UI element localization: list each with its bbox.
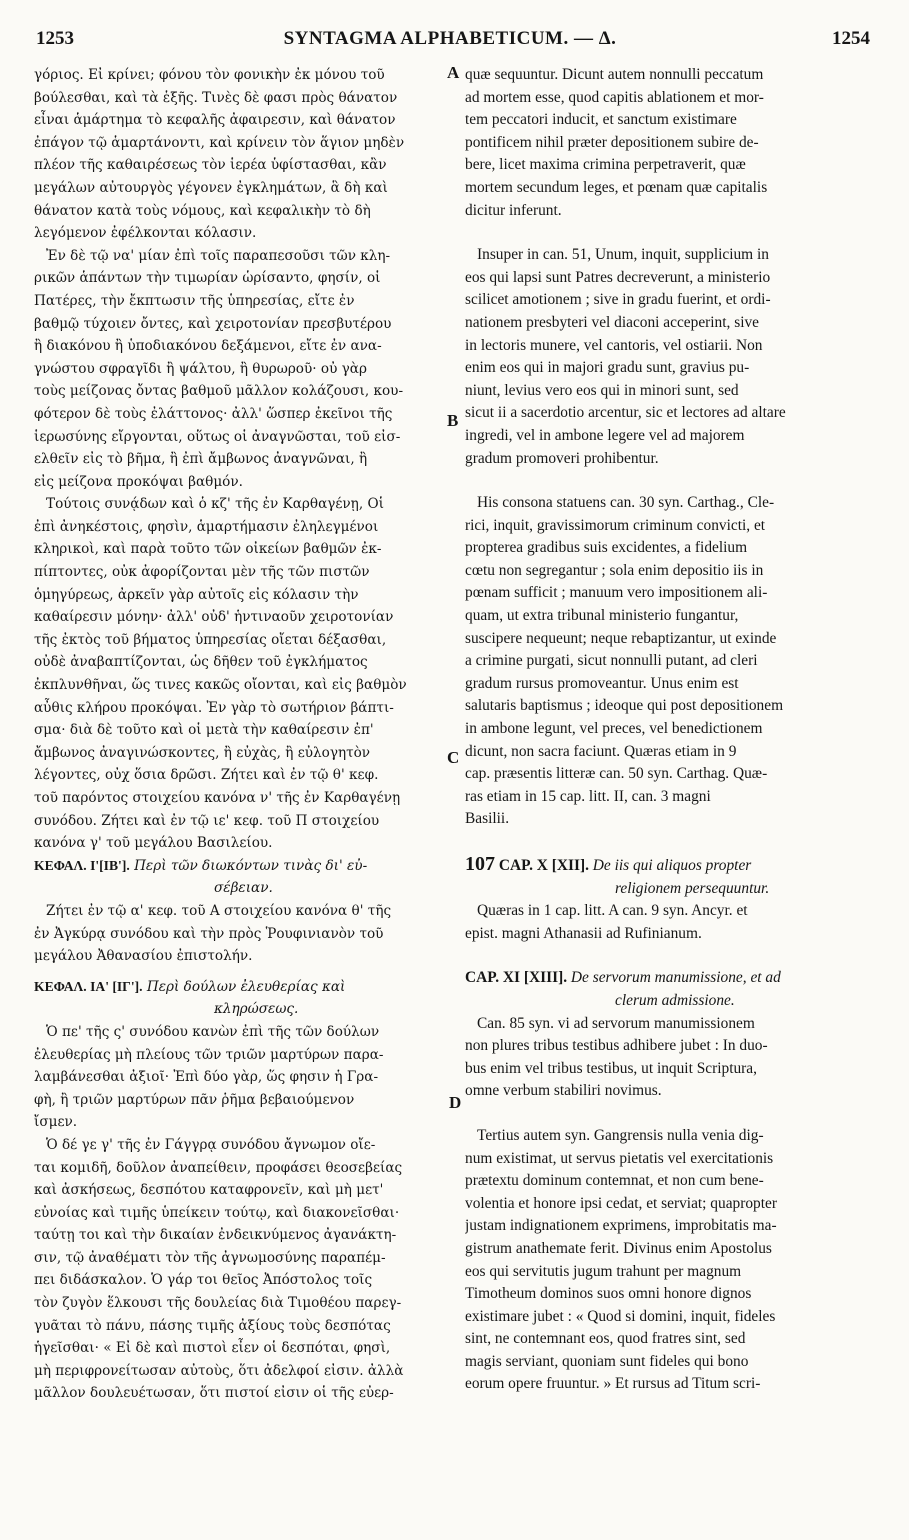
- text-line: omne verbum stabiliri novimus.: [465, 1082, 662, 1100]
- text-line: Ἐν δὲ τῷ να' μίαν ἐπὶ τοῖς παραπεσοῦσι τῶν κλη-: [46, 247, 391, 264]
- text-line: mortem secundum leges, et pœnam quæ capitalis: [465, 178, 768, 196]
- text-line: καὶ ἀσκήσεως, δεσπότου καταφρονεῖν, καὶ μὴ μετ': [34, 1182, 384, 1199]
- text-line: Timotheum dominos suos omni honore dignos: [465, 1285, 752, 1303]
- text-line: ἴσμεν.: [34, 1114, 78, 1131]
- text-line: θάνατον κατὰ τοὺς νόμους, καὶ κεφαλικὴν τὸ δὴ: [34, 202, 371, 219]
- text-line: λαμβάνεσθαι ἀξιοῖ· Ἐπὶ δύο γὰρ, ὥς φησιν ἡ Γρα-: [34, 1069, 379, 1086]
- text-line: cœtu non segregantur ; sola enim depositio iis in: [465, 561, 764, 579]
- text-line: in ambone legunt, vel preces, vel benedictionem: [465, 720, 763, 738]
- page-header: [30, 28, 870, 54]
- greek-paragraph-1: [34, 64, 444, 245]
- text-line: αὖθις κλήρου προκόψαι. Ἐν γὰρ τὸ σωτήριον βάπτι-: [34, 699, 394, 716]
- greek-paragraph-5: [34, 1021, 444, 1134]
- latin-paragraph-6: [465, 1125, 873, 1396]
- text-line: pœnam sufficit ; manuum vero impositionem ali-: [465, 584, 768, 602]
- text-line: Ὁ δέ γε γ' τῆς ἐν Γάγγρᾳ συνόδου ἄγνωμον οἴε-: [46, 1136, 376, 1153]
- greek-paragraph-6: [34, 1134, 444, 1405]
- text-line: bere, licet maxima crimina perpetraverit, quæ: [465, 156, 746, 174]
- text-line: μεγάλου Ἀθανασίου ἐπιστολήν.: [34, 948, 253, 965]
- greek-paragraph-3: [34, 493, 444, 855]
- text-line: quæ sequuntur. Dicunt autem nonnulli peccatum: [465, 66, 764, 83]
- heading-line: [465, 853, 873, 878]
- text-line: ingredi, vel in ambone legere vel ad majorem: [465, 426, 745, 444]
- text-line: in lectoris munere, vel cantoris, vel ostiarii. Non: [465, 336, 763, 354]
- text-line: non plures tribus testibus adhibere jubet : In duo-: [465, 1037, 768, 1055]
- latin-paragraph-2: [465, 244, 873, 470]
- text-line: suscipere nequeunt; neque rebaptizantur, ut exinde: [465, 629, 777, 647]
- text-line: εἰς μείζονα προκόψαι βαθμόν.: [34, 473, 243, 490]
- text-line: ἐλευθερίας μὴ πλείους τῶν τριῶν μαρτύρων παρα-: [34, 1046, 384, 1063]
- text-line: ταύτῃ τοι καὶ τὴν δικαίαν ἐνδεικνύμενος ἀγανάκτη-: [34, 1227, 397, 1244]
- text-line: justam indignationem exprimens, improbitatis ma-: [465, 1217, 777, 1235]
- text-line: eos qui lapsi sunt Patres decreverunt, a ministerio: [465, 268, 771, 286]
- text-line: magis serviant, quoniam sunt fideles qui bono: [465, 1352, 749, 1370]
- text-line: ἡγεῖσθαι· « Εἰ δὲ καὶ πιστοὶ εἶεν οἱ δεσπόται, φησὶ,: [34, 1340, 391, 1357]
- text-line: nationem presbyteri vel diaconi acceperint, sive: [465, 313, 760, 331]
- text-line: μεγάλων αὐτουργὸς γέγονεν ἐγκλημάτων, ἃ δὴ καὶ: [34, 179, 388, 196]
- latin-paragraph-1: [465, 64, 873, 222]
- text-line: gradum promoveri prohibentur.: [465, 449, 659, 467]
- text-line: volentia et honore ipsi cedat, et serviat; quapropter: [465, 1194, 777, 1212]
- heading-line: [34, 855, 444, 878]
- text-line: pontificem nihil præter depositionem subire de-: [465, 133, 759, 151]
- text-line: πίπτοντες, οὐκ ἀφορίζονται μὲν τῆς τῶν πιστῶν: [34, 564, 370, 581]
- text-line: καθαίρεσιν μόνην· ἀλλ' οὐδ' ἡντιναοῦν χειροτονίαν: [34, 609, 394, 626]
- heading-line: [465, 967, 873, 990]
- text-line: Πατέρες, τὴν ἔκπτωσιν τῆς ὑπηρεσίας, εἴτε ἐν: [34, 292, 355, 309]
- text-line: ad mortem esse, quod capitis ablationem et mor-: [465, 88, 764, 106]
- text-line: βαθμῷ τύχοιεν ὄντες, καὶ χειροτονίαν πρεσβυτέρου: [34, 315, 392, 332]
- text-line: eorum opere fruuntur. » Et rursus ad Titum scri-: [465, 1375, 761, 1393]
- text-line: niunt, levius vero eos qui in minori sunt, sed: [465, 381, 739, 399]
- text-line: gistrum anathemate ferit. Divinus enim Apostolus: [465, 1239, 772, 1257]
- text-line: ται κομιδῆ, δοῦλον ἀναπείθειν, προφάσει θεοσεβείας: [34, 1159, 403, 1176]
- text-line: φότερον δὲ τοὺς ἐλάττονος· ἀλλ' ὥσπερ ἐκεῖνοι τῆς: [34, 405, 393, 422]
- chapter-label: ΚΕΦΑΛ. Ι'[ΙΒ'].: [34, 857, 130, 873]
- text-line: λέγοντες, οὐχ ὅσια δρῶσι. Ζήτει καὶ ἐν τῷ θ' κεφ.: [34, 767, 379, 784]
- latin-paragraph-5: [465, 1013, 873, 1103]
- latin-chapter-heading-12: [465, 853, 873, 900]
- text-line: num existimat, ut servus pietatis vel exercitationis: [465, 1149, 774, 1167]
- greek-chapter-heading-12: [34, 855, 444, 900]
- text-line: ἢ διακόνου ἢ ὑποδιακόνου δεξάμενοι, εἴτε ἐν ανα-: [34, 338, 382, 355]
- text-line: eos qui servitutis jugum trahunt per magnum: [465, 1262, 742, 1280]
- text-line: τὸν ζυγὸν ἕλκουσι τῆς δουλείας διὰ Τιμοθέου παρεγ-: [34, 1295, 402, 1312]
- text-line: Basilii.: [465, 810, 510, 828]
- margin-marker-a: A: [447, 63, 460, 82]
- text-line: quam, ut extra tribunal ministerio fungantur,: [465, 607, 739, 625]
- text-line: enim eos qui in majori gradu sunt, gravius pu-: [465, 359, 750, 377]
- text-line: Ὁ πε' τῆς ς' συνόδου κανὼν ἐπὶ τῆς τῶν δούλων: [46, 1023, 380, 1040]
- text-line: ρικῶν ἁπάντων τὴν τιμωρίαν ὡρίσαντο, φησίν, οἱ: [34, 270, 381, 287]
- text-line: sicut ii a sacerdotio arcentur, sic et lectores ad altare: [465, 404, 786, 422]
- text-line: φὴ, ἢ τριῶν μαρτύρων πᾶν ῥῆμα βεβαιούμενον: [34, 1091, 355, 1108]
- text-line: ὁμηγύρεως, ἀρκεῖν γὰρ αὐτοῖς εἰς κόλασιν τὴν: [34, 586, 359, 603]
- text-line: salutaris baptismus ; ideoque qui post depositionem: [465, 697, 784, 715]
- chapter-label: CAP. X [XII].: [498, 857, 589, 874]
- margin-marker-c: C: [447, 748, 460, 767]
- text-line: σμα· διὰ δὲ τοῦτο καὶ οἱ μετὰ τὴν καθαίρεσιν ἐπ': [34, 722, 374, 739]
- text-line: sint, ne contemnant eos, quod fratres sint, sed: [465, 1330, 746, 1348]
- text-line: existimare jubet : « Quod si domini, inquit, fideles: [465, 1307, 776, 1325]
- text-line: Quæras in 1 cap. litt. A can. 9 syn. Ancyr. et: [477, 902, 748, 920]
- text-line: epist. magni Athanasii ad Rufinianum.: [465, 924, 702, 942]
- text-line: τοῦ παρόντος στοιχείου κανόνα ν' τῆς ἐν Καρθαγένῃ: [34, 790, 401, 806]
- text-line: τοὺς μείζονας ὄντας βαθμοῦ μᾶλλον κολάζουσι, κου-: [34, 383, 404, 400]
- text-line: μᾶλλον δουλευέτωσαν, ὅτι πιστοί εἰσιν οἱ τῆς εὐερ-: [34, 1385, 394, 1402]
- text-line: Ζήτει ἐν τῷ α' κεφ. τοῦ Α στοιχείου κανόνα θ' τῆς: [46, 902, 392, 919]
- chapter-title-cont: clerum admissione.: [615, 991, 735, 1009]
- greek-paragraph-2: [34, 245, 444, 494]
- text-line: scilicet amotionem ; sive in gradu fuerint, et ordi-: [465, 291, 771, 309]
- text-line: μὴ περιφρονείτωσαν αὐτοὺς, ὅτι ἀδελφοί εἰσιν. ἀλλὰ: [34, 1362, 404, 1379]
- margin-marker-b: B: [447, 411, 459, 430]
- text-line: γυᾶται τὸ πάνυ, πάσης τιμῆς ἀξίους τοὺς δεσπότας: [34, 1317, 391, 1334]
- chapter-title-cont: σέβειαν.: [214, 880, 273, 897]
- text-line: πει διδάσκαλον. Ὁ γάρ τοι θεῖος Ἀπόστολος τοῖς: [34, 1272, 373, 1289]
- text-line: Insuper in can. 51, Unum, inquit, supplicium in: [477, 246, 769, 264]
- chapter-title: De iis qui aliquos propter: [592, 857, 752, 874]
- text-line: Tertius autem syn. Gangrensis nulla venia dig-: [477, 1126, 764, 1144]
- text-line: dicunt, non sacra faciunt. Quæras etiam in 9: [465, 742, 737, 760]
- right-page-number: 1254: [832, 28, 870, 49]
- chapter-title: De servorum manumissione, et ad: [570, 969, 781, 987]
- text-line: ἐπὶ ἀνηκέστοις, φησὶν, ἁμαρτήμασιν ἐληλεγμένοι: [34, 518, 379, 535]
- text-line: a crimine purgati, sicut nonnulli putant, ad cleri: [465, 652, 758, 670]
- text-line: ἐπάγον τῷ ἁμαρτάνοντι, καὶ κρίνειν τὸν ἅγιον μηδὲν: [34, 134, 405, 151]
- text-line: σιν, τῷ ἀναθέματι τὸν τῆς ἀγνωμοσύνης παραπέμ-: [34, 1249, 386, 1266]
- text-line: ἄμβωνος ἀναγινώσκοντες, ἢ εὐχὰς, ἢ εὐλογητὸν: [34, 744, 371, 761]
- chapter-title-cont: κληρώσεως.: [214, 1001, 299, 1018]
- text-line: λεγόμενον ἐφέλκονται κόλασιν.: [34, 225, 257, 242]
- text-line: Can. 85 syn. vi ad servorum manumissionem: [477, 1014, 755, 1032]
- text-line: gradum rursus promoveantur. Unus enim est: [465, 674, 739, 692]
- running-title: SYNTAGMA ALPHABETICUM. — Δ.: [283, 28, 617, 49]
- text-line: γόριος. Εἰ κρίνει; φόνου τὸν φονικὴν ἐκ μόνου τοῦ: [34, 67, 385, 83]
- text-line: τῆς ἐκτὸς τοῦ βήματος ὑπηρεσίας οἴεται δέξασθαι,: [34, 631, 387, 648]
- greek-paragraph-4: [34, 900, 444, 968]
- text-line: ras etiam in 15 cap. litt. II, can. 3 magni: [465, 787, 711, 805]
- greek-chapter-heading-13: [34, 976, 444, 1021]
- text-line: rici, inquit, gravissimorum criminum convicti, et: [465, 516, 766, 534]
- latin-column: [465, 64, 873, 1396]
- text-line: propterea gradibus suis excidentes, a fidelium: [465, 539, 748, 557]
- latin-chapter-heading-13: [465, 967, 873, 1012]
- text-line: οὐδὲ ἀναβαπτίζονται, ὡς δῆθεν τοῦ ἐγκλήματος: [34, 654, 368, 671]
- chapter-title: Περὶ τῶν διωκόντων τινὰς δι' εὐ-: [134, 857, 368, 874]
- text-line: κληρικοὶ, καὶ παρὰ τοῦτο τῶν οἰκείων βαθμῶν ἐκ-: [34, 541, 382, 558]
- text-line: Τούτοις συνᾴδων καὶ ὁ κζ' τῆς ἐν Καρθαγένῃ, Οἱ: [46, 496, 384, 513]
- text-line: κανόνα γ' τοῦ μεγάλου Βασιλείου.: [34, 835, 273, 852]
- latin-paragraph-4: [465, 900, 873, 945]
- text-line: ἐκπλυνθῆναι, ὥς τινες κακῶς οἴονται, καὶ εἰς βαθμὸν: [34, 677, 407, 694]
- text-line: συνόδου. Ζήτει καὶ ἐν τῷ ιε' κεφ. τοῦ Π στοιχείου: [34, 812, 380, 829]
- text-line: γνώστου σφραγῖδι ἢ ψάλτου, ἢ θυρωροῦ· οὐ γὰρ: [34, 360, 367, 377]
- text-line: ελθεῖν εἰς τὸ βῆμα, ἢ ἐπὶ ἄμβωνος ἀναγνῶναι, ἢ: [34, 451, 368, 468]
- chapter-title: Περὶ δούλων ἐλευθερίας καὶ: [146, 978, 346, 995]
- text-line: dicitur inferunt.: [465, 201, 562, 219]
- text-line: cap. præsentis litteræ can. 50 syn. Carthag. Quæ-: [465, 765, 768, 783]
- text-line: πλέον τῆς καθαιρέσεως τὸν ἱερέα ὑφίστασθαι, κἂν: [34, 157, 387, 174]
- text-line: tem peccatori inducit, et sanctum existimare: [465, 111, 737, 129]
- chapter-title-cont: religionem persequuntur.: [615, 879, 770, 897]
- left-page-number: 1253: [36, 28, 74, 49]
- chapter-label: ΚΕΦΑΛ. ΙΑ' [ΙΓ'].: [34, 978, 143, 994]
- text-line: ἱερωσύνης εἴργονται, οὕτως οἱ ἀναγνῶσται, τοῦ εἰσ-: [34, 428, 401, 445]
- text-line: prætextu dominum contemnat, et non cum bene-: [465, 1172, 764, 1190]
- latin-paragraph-3: [465, 492, 873, 831]
- greek-column: [34, 64, 444, 1405]
- text-line: εὐνοίας καὶ τιμῆς ὑπείκειν τούτῳ, καὶ διακονεῖσθαι·: [34, 1204, 400, 1221]
- text-line: εἶναι ἁμάρτημα τὸ κεφαλῆς ἀφαιρεσιν, καὶ θάνατον: [34, 112, 396, 129]
- text-line: βούλεσθαι, καὶ τὰ ἑξῆς. Τινὲς δὲ φασι πρὸς θάνατον: [34, 89, 398, 106]
- text-line: ἐν Ἀγκύρᾳ συνόδου καὶ τὴν πρὸς Ῥουφινιανὸν τοῦ: [34, 925, 384, 942]
- heading-line: [34, 976, 444, 999]
- text-line: His consona statuens can. 30 syn. Carthag., Cle-: [477, 494, 775, 512]
- chapter-label: CAP. XI [XIII].: [465, 969, 568, 987]
- column-number: 107: [465, 853, 495, 875]
- margin-marker-d: D: [449, 1093, 462, 1112]
- text-line: bus enim vel tribus testibus, ut inquit Scriptura,: [465, 1059, 757, 1077]
